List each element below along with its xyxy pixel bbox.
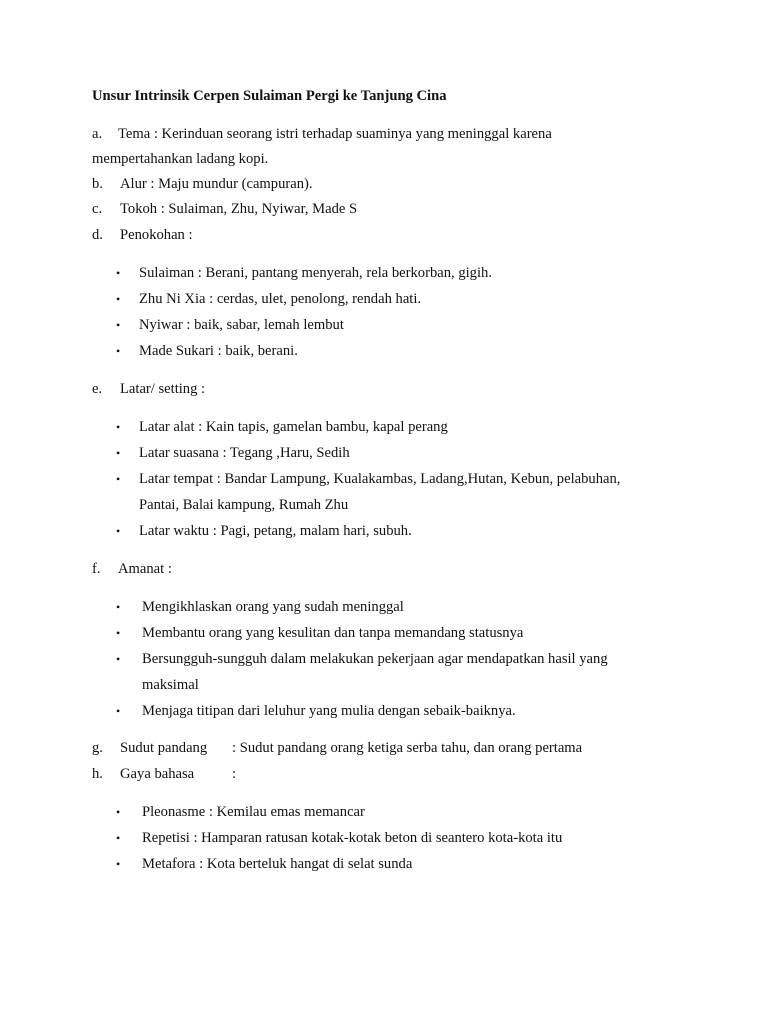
bullet: • — [116, 420, 121, 434]
marker-b: b. — [92, 176, 103, 192]
bullet: • — [116, 524, 121, 538]
bullet: • — [116, 704, 121, 718]
document-page: Unsur Intrinsik Cerpen Sulaiman Pergi ke Tanjung Cina a. Tema : Kerinduan seorang istri terhadap suaminya yang meninggal karena mempertahankan ladang kopi. b. Alur : Maju mundur (campuran). c. Tokoh : Sulaiman, Zhu, Nyiwar, Made S d. Penokohan : • Sulaiman : Berani, pantang menyerah, rela berkorban, gigih. • Zhu Ni Xia : cerdas, ulet, penolong, rendah hati. • Nyiwar : baik, sabar, lemah lembut • Made Sukari : baik, berani. e. Latar/ setting : • Latar alat : Kain tapis, gamelan bambu, kapal perang • Latar suasana : Tegang ,Haru, Sedih • Latar tempat : Bandar Lampung, Kualakambas, Ladang,Hutan, Kebun, pelabuhan, Pantai, Balai kampung, Rumah Zhu • Latar waktu : Pagi, petang, malam hari, subuh. f. Amanat : • Mengikhlaskan orang yang sudah meninggal • Membantu orang yang kesulitan dan tanpa memandang statusnya • Bersungguh-sungguh dalam melakukan pekerjaan agar mendapatkan hasil yang maksimal • Menjaga titipan dari leluhur yang mulia dengan sebaik-baiknya. g. Sudut pandang : Sudut pandang orang ketiga serba tahu, dan orang pertama h. Gaya bahasa : • Pleonasme : Kemilau emas memancar • Repetisi : Hamparan ratusan kotak-kotak beton di seantero kota-kota itu • Metafora : Kota berteluk hangat di selat sunda — [92, 88, 621, 872]
bullet: • — [116, 318, 121, 332]
bullet: • — [116, 805, 121, 819]
marker-e: e. — [92, 381, 103, 397]
bullet: • — [116, 292, 121, 306]
sudut-pandang-value: : Sudut pandang orang ketiga serba tahu, dan orang pertama — [232, 740, 583, 756]
bullet: • — [116, 446, 121, 460]
alur-text: Alur : Maju mundur (campuran). — [120, 176, 313, 192]
marker-a: a. — [92, 126, 103, 142]
marker-g: g. — [92, 740, 103, 756]
list-item-continuation: maksimal — [142, 677, 199, 693]
list-item-continuation: Pantai, Balai kampung, Rumah Zhu — [139, 497, 349, 513]
bullet: • — [116, 600, 121, 614]
tema-continuation: mempertahankan ladang kopi. — [92, 151, 269, 167]
gaya-bahasa-value: : — [232, 766, 237, 782]
gaya-bahasa-label: Gaya bahasa — [120, 766, 195, 782]
sudut-pandang-label: Sudut pandang — [120, 740, 208, 756]
latar-text: Latar/ setting : — [120, 381, 206, 397]
bullet: • — [116, 266, 121, 280]
document-title: Unsur Intrinsik Cerpen Sulaiman Pergi ke Tanjung Cina — [92, 88, 447, 104]
penokohan-text: Penokohan : — [120, 227, 193, 243]
tema-text: Tema : Kerinduan seorang istri terhadap suaminya yang meninggal karena — [118, 126, 552, 142]
marker-f: f. — [92, 561, 101, 577]
bullet: • — [116, 472, 121, 486]
marker-d: d. — [92, 227, 103, 243]
bullet: • — [116, 857, 121, 871]
marker-h: h. — [92, 766, 103, 782]
amanat-text: Amanat : — [118, 561, 172, 577]
bullet: • — [116, 344, 121, 358]
marker-c: c. — [92, 201, 103, 217]
bullet: • — [116, 652, 121, 666]
bullet: • — [116, 626, 121, 640]
bullet: • — [116, 831, 121, 845]
tokoh-text: Tokoh : Sulaiman, Zhu, Nyiwar, Made S — [120, 201, 358, 217]
